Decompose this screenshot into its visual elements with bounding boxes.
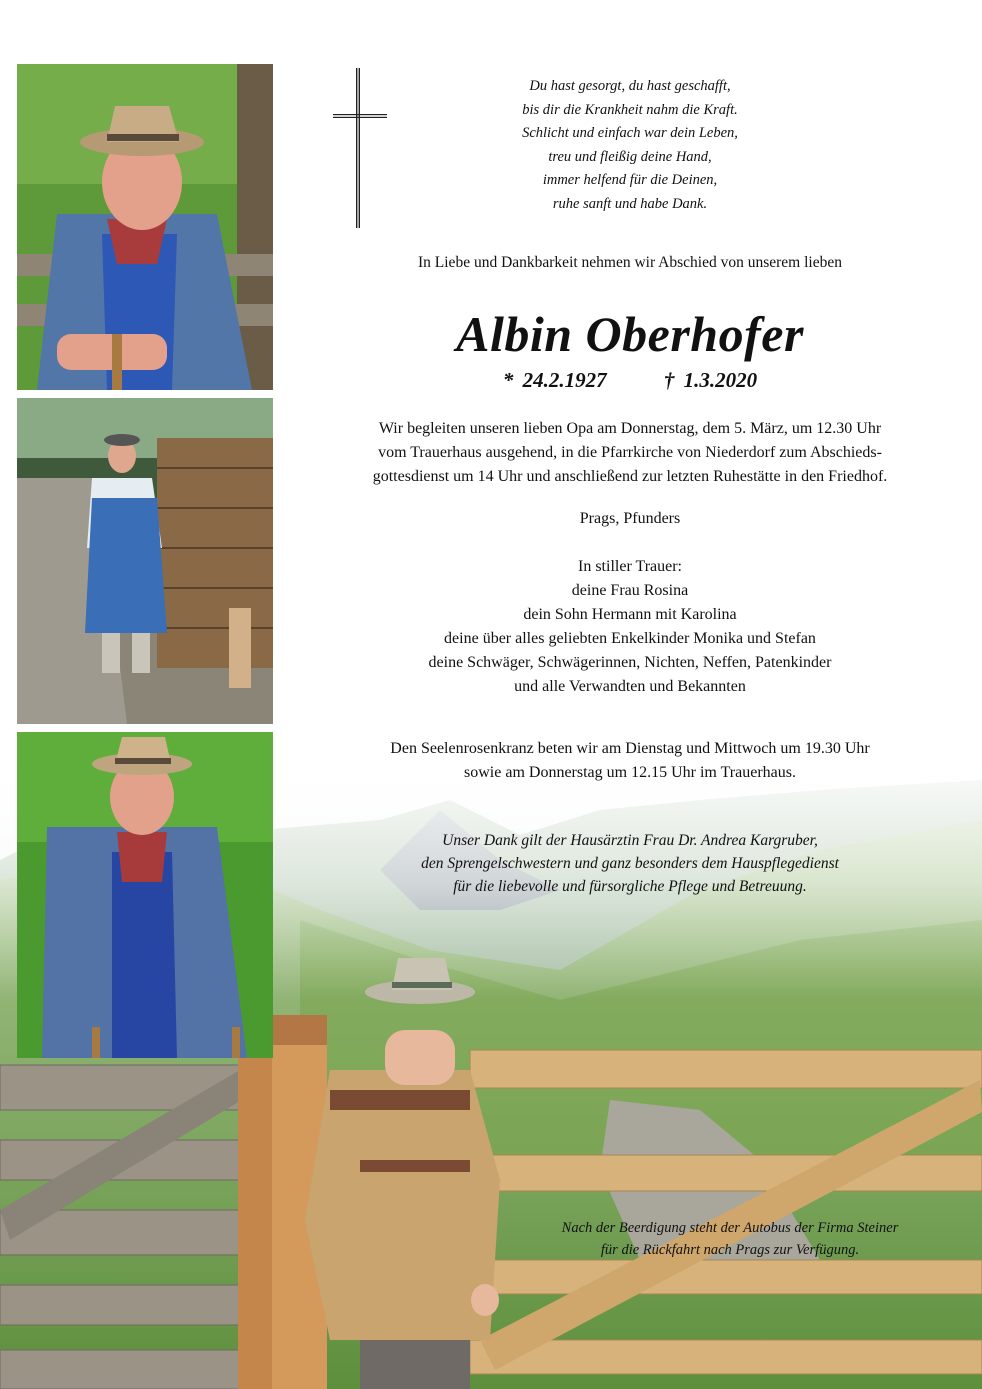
thanks-notice [300,829,960,898]
thanks-line: für die liebevolle und fürsorgliche Pflege und Betreuung. [453,878,807,895]
deceased-name: Albin Oberhofer [456,306,804,362]
funeral-line: vom Trauerhaus ausgehend, in die Pfarrkirche von Niederdorf zum Abschieds- [378,444,882,461]
death-date: † 1.3.2020 [663,368,758,392]
rosary-line: sowie am Donnerstag um 12.15 Uhr im Trauerhaus. [464,764,796,781]
birth-date: * 24.2.1927 [502,368,607,392]
mourner-line: deine Frau Rosina [571,582,689,599]
mourner-line: deine Schwäger, Schwägerinnen, Nichten, Neffen, Patenkinder [428,654,832,671]
poem-line: immer helfend für die Deinen, [542,172,718,188]
mourner-line: dein Sohn Hermann mit Karolina [523,606,737,623]
portrait-photo-3 [17,732,273,1058]
bus-line: für die Rückfahrt nach Prags zur Verfügung. [600,1242,860,1258]
poem-line: bis dir die Krankheit nahm die Kraft. [522,101,738,118]
bus-notice [480,1217,980,1261]
poem [420,75,840,216]
intro-text: In Liebe und Dankbarkeit nehmen wir Abschied von unserem lieben [418,254,842,271]
thanks-line: Unser Dank gilt der Hausärztin Frau Dr. Andrea Kargruber, [442,832,818,849]
funeral-line: Wir begleiten unseren lieben Opa am Donnerstag, dem 5. März, um 12.30 Uhr [378,420,882,437]
rosary-notice [300,737,960,785]
mourners-heading: In stiller Trauer: [578,558,682,575]
bus-line: Nach der Beerdigung steht der Autobus der Firma Steiner [561,1220,899,1236]
thanks-line: den Sprengelschwestern und ganz besonders dem Hauspflegedienst [421,855,839,872]
rosary-line: Den Seelenrosenkranz beten wir am Dienstag und Mittwoch um 19.30 Uhr [390,740,870,757]
portrait-photo-1 [17,64,273,390]
funeral-details [290,417,970,489]
mourners-list [300,555,960,699]
place: Prags, Pfunders [579,510,681,527]
mourner-line: und alle Verwandten und Bekannten [514,678,746,695]
poem-line: treu und fleißig deine Hand, [548,148,712,165]
poem-line: Du hast gesorgt, du hast geschafft, [529,78,731,94]
cross-icon [330,68,390,228]
poem-line: Schlicht und einfach war dein Leben, [522,125,738,141]
mourner-line: deine über alles geliebten Enkelkinder Monika und Stefan [444,630,816,647]
funeral-line: gottesdienst um 14 Uhr und anschließend zur letzten Ruhestätte in den Friedhof. [372,468,888,485]
life-dates [300,368,960,393]
poem-line: ruhe sanft und habe Dank. [552,195,708,212]
portrait-photo-2 [17,398,273,724]
